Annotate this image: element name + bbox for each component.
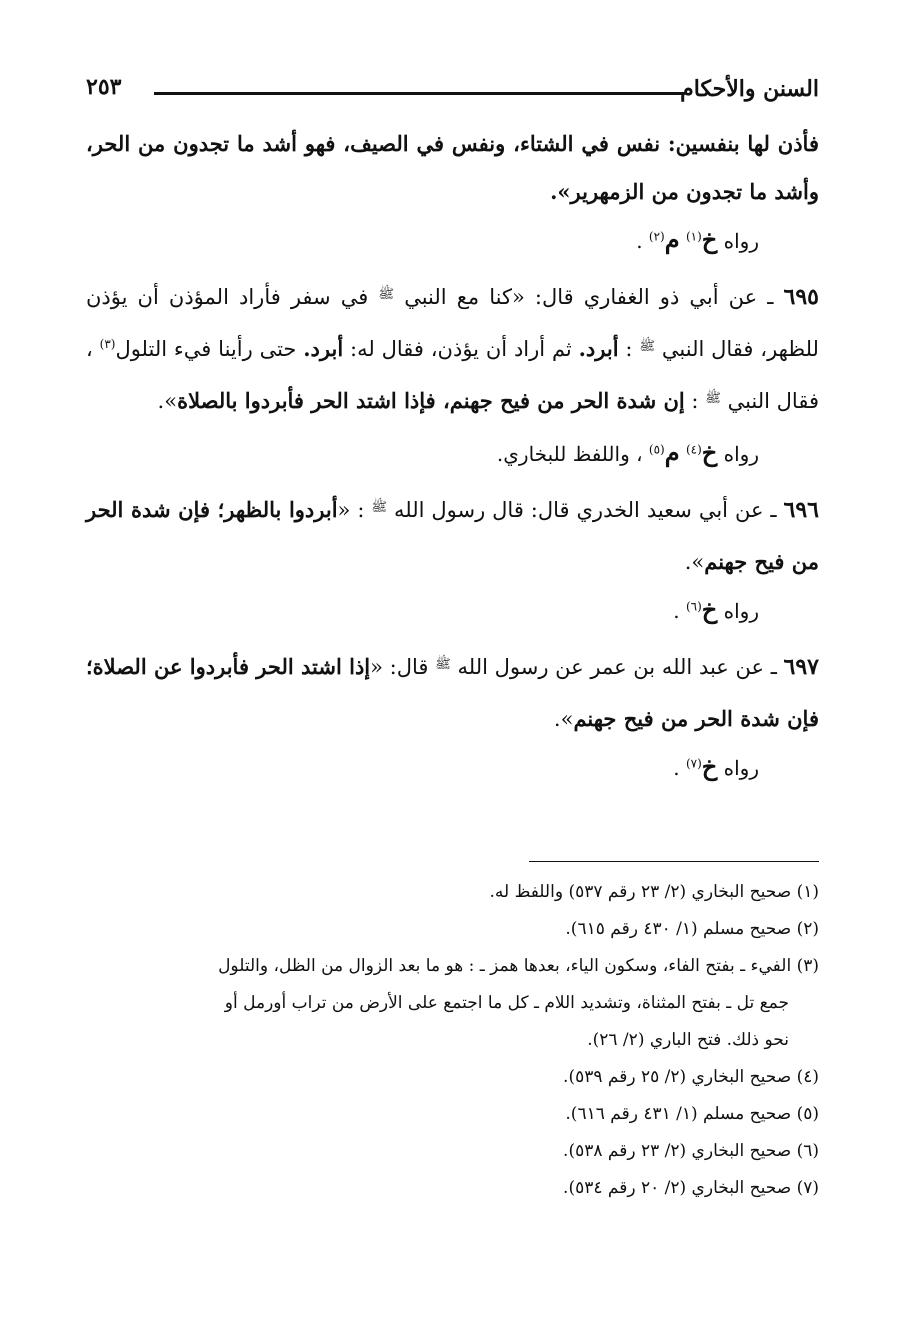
footnote-ref: (١)	[685, 229, 702, 244]
footnote-ref: (٢)	[648, 229, 665, 244]
hadith-text: :	[625, 337, 633, 361]
running-header	[86, 70, 819, 110]
riwaya-prefix: رواه	[723, 229, 759, 253]
riwaya-line	[86, 586, 819, 635]
footnote-3: (٣) الفيء ـ بفتح الفاء، وسكون الياء، بعدها همز ـ : هو ما بعد الزوال من الظل، والتلول	[218, 956, 819, 976]
hadith-695	[86, 273, 819, 429]
riwaya-line	[86, 429, 819, 478]
hadith-text: ثم أراد أن يؤذن، فقال له:	[350, 337, 572, 361]
hadith-bold: إن شدة الحر من فيح جهنم، فإذا اشتد الحر فأبردوا بالصلاة	[177, 388, 685, 413]
hadith-696	[86, 486, 819, 586]
riwaya-end: .	[673, 599, 680, 623]
salawat-glyph: ﷺ	[378, 287, 395, 302]
hadith-text: ».	[157, 389, 178, 413]
footnote-2: (٢) صحيح مسلم (١/ ٤٣٠ رقم ٦١٥).	[565, 919, 819, 939]
riwaya-prefix: رواه	[723, 756, 759, 780]
riwaya-end: .	[636, 229, 643, 253]
hadith-number: ٦٩٧	[783, 654, 819, 680]
hadith-number: ٦٩٦	[783, 497, 819, 523]
hadith-text: حتى رأينا فيء التلول	[115, 337, 297, 361]
hadith-bold: أبردوا بالظهر؛ فإن شدة الحر من فيح جهنم	[86, 497, 819, 574]
hadith-number: ٦٩٥	[783, 284, 819, 310]
salawat-glyph: ﷺ	[435, 657, 451, 672]
footnote-ref: (٧)	[685, 756, 702, 771]
hadith-697	[86, 643, 819, 743]
footnote-3-continued: جمع تل ـ بفتح المثناة، وتشديد اللام ـ كل ما اجتمع على الأرض من تراب أورمل أو	[224, 993, 789, 1013]
hadith-text: : «	[337, 498, 365, 522]
footnotes	[86, 874, 819, 1207]
footnote-1: (١) صحيح البخاري (٢/ ٢٣ رقم ٥٣٧) واللفظ له.	[489, 882, 819, 902]
riwaya-end: ، واللفظ للبخاري.	[496, 442, 643, 466]
riwaya-line	[86, 216, 819, 265]
hadith-text: ».	[553, 707, 574, 731]
hadith-bold: إذا اشتد الحر فأبردوا عن الصلاة؛ فإن شدة الحر من فيح جهنم	[86, 654, 819, 731]
source-muslim: م	[664, 438, 680, 467]
page-number: ٢٥٣	[86, 74, 122, 100]
footnote-6: (٦) صحيح البخاري (٢/ ٢٣ رقم ٥٣٨).	[563, 1141, 819, 1161]
source-bukhari: خ	[701, 225, 718, 254]
source-bukhari: خ	[701, 438, 718, 467]
header-rule	[154, 92, 684, 95]
hadith-text: ـ عن أبي سعيد الخدري قال: قال رسول الله	[394, 498, 777, 522]
hadith-text: ».	[684, 550, 705, 574]
footnote-3-continued: نحو ذلك. فتح الباري (٢/ ٢٦).	[587, 1030, 789, 1050]
footnote-rule	[529, 861, 819, 862]
footnote-ref: (٣)	[99, 337, 116, 351]
footnote-ref: (٥)	[648, 442, 665, 457]
footnote-7: (٧) صحيح البخاري (٢/ ٢٠ رقم ٥٣٤).	[563, 1178, 819, 1198]
header-title: السنن والأحكام	[680, 76, 819, 102]
footnote-ref: (٤)	[685, 442, 702, 457]
main-text	[86, 120, 819, 800]
riwaya-prefix: رواه	[723, 599, 759, 623]
continuation-text: فأذن لها بنفسين: نفس في الشتاء، ونفس في الصيف، فهو أشد ما تجدون من الحر، وأشد ما تجدون من الزمهرير».	[86, 131, 819, 204]
salawat-glyph: ﷺ	[639, 339, 656, 354]
riwaya-end: .	[673, 756, 680, 780]
footnote-4: (٤) صحيح البخاري (٢/ ٢٥ رقم ٥٣٩).	[563, 1067, 819, 1087]
source-bukhari: خ	[701, 752, 718, 781]
footnote-5: (٥) صحيح مسلم (١/ ٤٣١ رقم ٦١٦).	[565, 1104, 819, 1124]
hadith-bold: أبرد.	[303, 336, 344, 361]
riwaya-line	[86, 743, 819, 792]
footnote-ref: (٦)	[685, 599, 702, 614]
hadith-bold: أبرد.	[578, 336, 619, 361]
source-bukhari: خ	[701, 595, 718, 624]
source-muslim: م	[664, 225, 680, 254]
hadith-text: :	[691, 389, 699, 413]
hadith-text: قال: «	[370, 655, 429, 679]
hadith-text: ، فقال النبي	[86, 337, 819, 413]
hadith-text: ـ عن أبي ذو الغفاري قال: «كنا مع النبي	[404, 285, 774, 309]
hadith-text: في سفر فأراد المؤذن أن يؤذن للظهر، فقال النبي	[86, 285, 819, 361]
salawat-glyph: ﷺ	[371, 500, 388, 515]
hadith-text: ـ عن عبد الله بن عمر عن رسول الله	[457, 655, 777, 679]
riwaya-prefix: رواه	[723, 442, 759, 466]
salawat-glyph: ﷺ	[705, 391, 721, 406]
